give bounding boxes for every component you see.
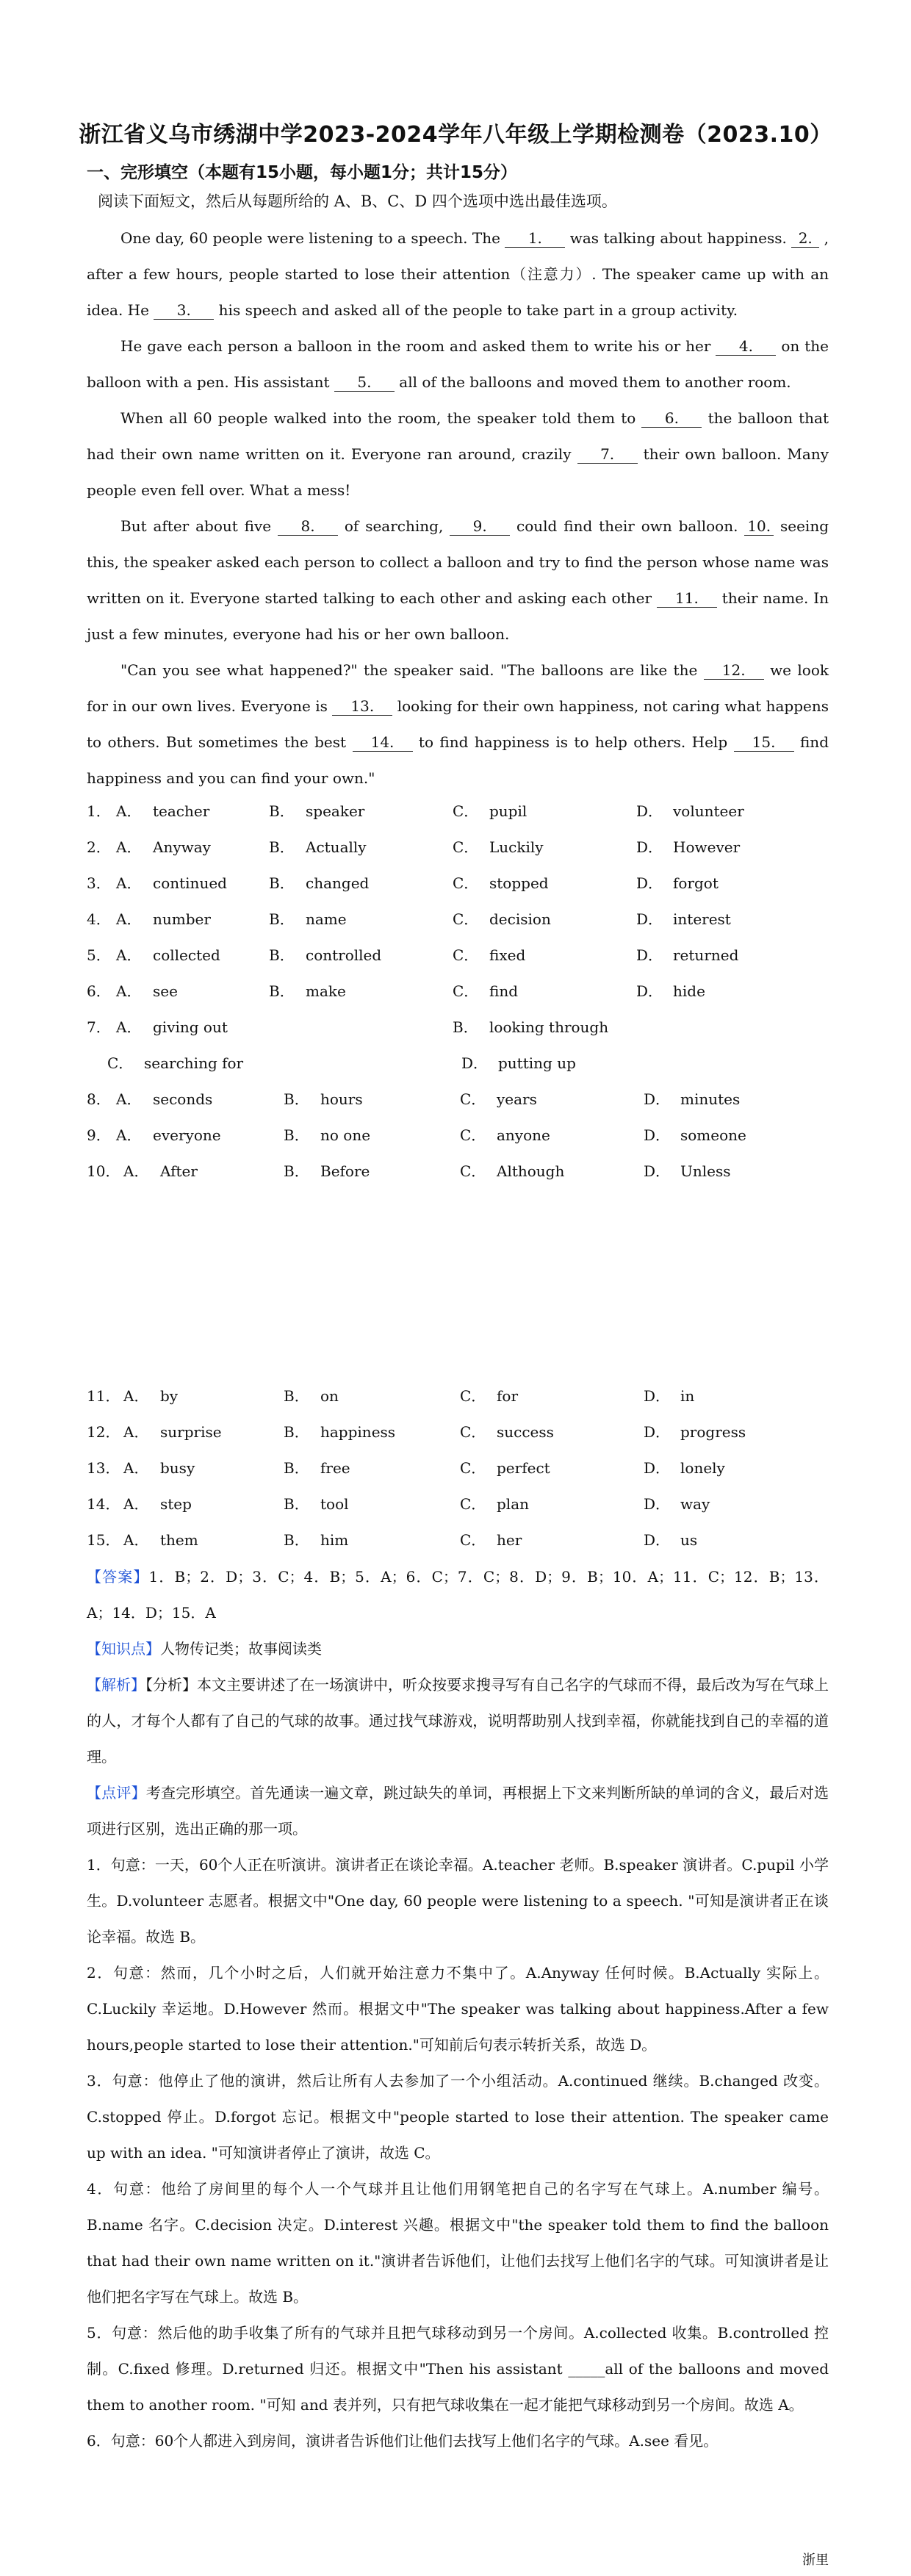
option-a: A． continued — [116, 874, 227, 892]
option-b: B． on — [284, 1387, 339, 1405]
explanation-1: 1．句意：一天，60个人正在听演讲。演讲者正在谈论幸福。A.teacher 老师。B.speaker 演讲者。C.pupil 小学生。D.volunteer 志愿者。根据文中"One day, 60 people were listening to a speech. "可知是演讲者正在谈论幸福。故选 B。 — [87, 1856, 829, 1946]
option-b: B． free — [284, 1459, 350, 1477]
question-4-options: 4． A． number B． name C． decision D． interest — [87, 907, 829, 934]
analysis-label: 【解析】 — [87, 1676, 145, 1694]
option-c: C． for — [460, 1387, 519, 1405]
blank-1: 1. — [505, 229, 565, 248]
answer-text: 1．B；2．D；3．C；4．B；5．A；6．C；7．C；8．D；9．B；10．A；11．C；12．B；13．A；14．D；15．A — [87, 1568, 829, 1622]
option-c: C． Luckily — [453, 838, 544, 856]
blank-8: 8. — [278, 517, 338, 536]
blank-14: 14. — [353, 733, 413, 752]
question-11-options: 11． A． by B． on C． for D． in — [87, 1384, 829, 1411]
knowledge-label: 【知识点】 — [87, 1640, 160, 1658]
blank-13: 13. — [332, 697, 392, 716]
option-d: D． lonely — [644, 1459, 725, 1477]
option-c: C． stopped — [453, 874, 549, 892]
question-7-options-line-1: 7． A． giving out B． looking through — [87, 1015, 829, 1042]
option-b: B． no one — [284, 1126, 371, 1144]
option-a: A． everyone — [116, 1126, 221, 1144]
blank-5: 5. — [334, 373, 395, 392]
option-d: D． progress — [644, 1423, 746, 1441]
option-d: D． interest — [636, 910, 731, 928]
option-b: B． him — [284, 1531, 349, 1549]
option-b: B． hours — [284, 1090, 363, 1108]
option-a: A． by — [123, 1387, 179, 1405]
option-d: D． in — [644, 1387, 695, 1405]
option-c: C． find — [453, 982, 519, 1000]
option-d: D． minutes — [644, 1090, 741, 1108]
option-b: B． speaker — [269, 802, 365, 820]
option-d: D． someone — [644, 1126, 746, 1144]
option-b: B． make — [269, 982, 346, 1000]
explanation-5: 5．句意：然后他的助手收集了所有的气球并且把气球移动到另一个房间。A.collected 收集。B.controlled 控制。C.fixed 修理。D.returned 归还。根据文中"Then his assistant _____all of the balloons and moved them to another room. "可知 and 表并列，只有把气球收集在一起才能把气球移动到另一个房间。故选 A。 — [87, 2324, 829, 2414]
option-d: D． forgot — [636, 874, 719, 892]
answer-key — [87, 1559, 829, 1631]
option-b: B． tool — [284, 1495, 349, 1513]
question-15-options: 15． A． them B． him C． her D． us — [87, 1528, 829, 1555]
knowledge-point — [87, 1631, 829, 1667]
option-c: C． her — [460, 1531, 522, 1549]
option-c: C． plan — [460, 1495, 530, 1513]
question-12-options: 12． A． surprise B． happiness C． success D． progress — [87, 1420, 829, 1447]
blank-3: 3. — [154, 301, 214, 320]
explanation-6: 6．句意：60个人都进入到房间，演讲者告诉他们让他们去找写上他们名字的气球。A.see 看见。 — [87, 2432, 719, 2450]
option-b: B． looking through — [453, 1018, 609, 1036]
question-7-options-line-2 — [87, 1051, 829, 1078]
option-a: A． seconds — [116, 1090, 213, 1108]
solution-section — [87, 1559, 829, 2459]
cloze-passage — [87, 220, 829, 796]
option-d: D． way — [644, 1495, 710, 1513]
knowledge-text: 人物传记类；故事阅读类 — [160, 1640, 322, 1658]
option-a: A． step — [123, 1495, 192, 1513]
option-b: B． Before — [284, 1162, 370, 1180]
instructions: 阅读下面短文，然后从每题所给的 A、B、C、D 四个选项中选出最佳选项。 — [98, 193, 617, 210]
option-a: A． see — [116, 982, 178, 1000]
question-9-options: 9． A． everyone B． no one C． anyone D． someone — [87, 1123, 829, 1150]
option-d: D． volunteer — [636, 802, 744, 820]
option-c: C． searching for — [107, 1054, 244, 1072]
option-a: A． After — [123, 1162, 198, 1180]
explanation-2: 2．句意：然而，几个小时之后，人们就开始注意力不集中了。A.Anyway 任何时候。B.Actually 实际上。C.Luckily 幸运地。D.However 然而。根据文中"The speaker was talking about happiness.After a few hours,people started to lose their attention."可知前后句表示转折关系，故选 D。 — [87, 1964, 829, 2054]
question-14-options: 14． A． step B． tool C． plan D． way — [87, 1492, 829, 1519]
option-a: A． busy — [123, 1459, 195, 1477]
blank-6: 6. — [641, 409, 702, 428]
option-b: B． controlled — [269, 946, 382, 964]
blank-9: 9. — [450, 517, 510, 536]
question-13-options: 13． A． busy B． free C． perfect D． lonely — [87, 1456, 829, 1483]
option-c: C． fixed — [453, 946, 526, 964]
page-title: 浙江省义乌市绣湖中学2023-2024学年八年级上学期检测卷（2023.10） — [79, 122, 832, 148]
option-d: D． us — [644, 1531, 698, 1549]
analysis — [87, 1667, 829, 1775]
explanation-3: 3．句意：他停止了他的演讲，然后让所有人去参加了一个小组活动。A.continued 继续。B.changed 改变。C.stopped 停止。D.forgot 忘记。根据文中"people started to lose their attention. The speaker came up with an idea. "可知演讲者停止了演讲，故选 C。 — [87, 2072, 829, 2162]
question-6-options: 6． A． see B． make C． find D． hide — [87, 979, 829, 1006]
option-b: B． happiness — [284, 1423, 396, 1441]
option-d: D． However — [636, 838, 741, 856]
option-c: C． decision — [453, 910, 551, 928]
review-text: 考查完形填空。首先通读一遍文章，跳过缺失的单词，再根据上下文来判断所缺的单词的含义，最后对选项进行区别，选出正确的那一项。 — [87, 1784, 829, 1838]
question-5-options: 5． A． collected B． controlled C． fixed D． returned — [87, 943, 829, 970]
blank-7: 7. — [577, 445, 638, 464]
blank-12: 12. — [704, 661, 764, 680]
option-d: D． returned — [636, 946, 739, 964]
option-b: B． changed — [269, 874, 370, 892]
analysis-text: 【分析】本文主要讲述了在一场演讲中，听众按要求搜寻写有自己名字的气球而不得，最后改为写在气球上的人，才每个人都有了自己的气球的故事。通过找气球游戏，说明帮助别人找到幸福，你就能找到自己的幸福的道理。 — [87, 1676, 829, 1766]
option-b: B． name — [269, 910, 347, 928]
option-c: C． anyone — [460, 1126, 550, 1144]
passage-paragraph-4: But after about five 8. of searching, 9. could find their own balloon. 10. seeing this, the speaker asked each person to collect a balloon and try to find the person whose name was written on it. Everyone started talking to each other and asking each other 11. their name. In just a few minutes, everyone had his or her own balloon. — [87, 517, 829, 643]
question-3-options: 3． A． continued B． changed C． stopped D． forgot — [87, 871, 829, 898]
option-d: D． Unless — [644, 1162, 731, 1180]
review — [87, 1775, 829, 1847]
option-a: A． Anyway — [116, 838, 211, 856]
option-c: C． years — [460, 1090, 537, 1108]
question-1-options: 1． A． teacher B． speaker C． pupil D． volunteer — [87, 799, 829, 826]
question-8-options: 8． A． seconds B． hours C． years D． minutes — [87, 1087, 829, 1114]
option-c: C． perfect — [460, 1459, 550, 1477]
blank-4: 4. — [716, 337, 776, 356]
passage-paragraph-5: "Can you see what happened?" the speaker said. "The balloons are like the 12. we look for in our own lives. Everyone is 13. looking for their own happiness, not caring what happens to others. But sometimes the best 14. to find happiness is to help others. Help 15. find happiness and you can find your own." — [87, 661, 829, 787]
option-b: B． Actually — [269, 838, 367, 856]
option-d: D． hide — [636, 982, 705, 1000]
review-label: 【点评】 — [87, 1784, 146, 1802]
section-heading: 一、完形填空（本题有15小题，每小题1分；共计15分） — [87, 163, 518, 182]
option-a: A． number — [116, 910, 211, 928]
passage-paragraph-2: He gave each person a balloon in the room and asked them to write his or her 4. on the balloon with a pen. His assistant 5. all of the balloons and moved them to another room. — [87, 337, 829, 391]
blank-2: 2. — [791, 229, 819, 248]
option-a: A． them — [123, 1531, 198, 1549]
option-c: C． Although — [460, 1162, 565, 1180]
blank-15: 15. — [734, 733, 794, 752]
question-2-options: 2． A． Anyway B． Actually C． Luckily D． However — [87, 835, 829, 862]
blank-10: 10. — [744, 517, 774, 536]
option-c: C． pupil — [453, 802, 527, 820]
question-10-options: 10． A． After B． Before C． Although D． Unless — [87, 1159, 829, 1186]
passage-paragraph-1: One day, 60 people were listening to a speech. The 1. was talking about happiness. 2. , after a few hours, people started to lose their attention（注意力）. The speaker came up with an idea. He 3. his speech and asked all of the people to take part in a group activity. — [87, 229, 829, 319]
option-a: A． giving out — [116, 1018, 228, 1036]
blank-11: 11. — [657, 589, 717, 608]
option-d: D． putting up — [461, 1054, 576, 1072]
option-a: A． surprise — [123, 1423, 222, 1441]
option-c: C． success — [460, 1423, 554, 1441]
option-a: A． teacher — [116, 802, 210, 820]
option-a: A． collected — [116, 946, 220, 964]
passage-paragraph-3: When all 60 people walked into the room, the speaker told them to 6. the balloon that had their own name written on it. Everyone ran around, crazily 7. their own balloon. Many people even fell over. What a mess! — [87, 409, 829, 499]
explanation-4: 4．句意：他给了房间里的每个人一个气球并且让他们用钢笔把自己的名字写在气球上。A.number 编号。B.name 名字。C.decision 决定。D.interest 兴趣。根据文中"the speaker told them to find the balloon that had their own name written on it."演讲者告诉他们，让他们去找写上他们名字的气球。可知演讲者是让他们把名字写在气球上。故选 B。 — [87, 2180, 829, 2306]
answer-label: 【答案】 — [87, 1568, 149, 1586]
page-footer: 浙里 — [802, 2552, 829, 2568]
